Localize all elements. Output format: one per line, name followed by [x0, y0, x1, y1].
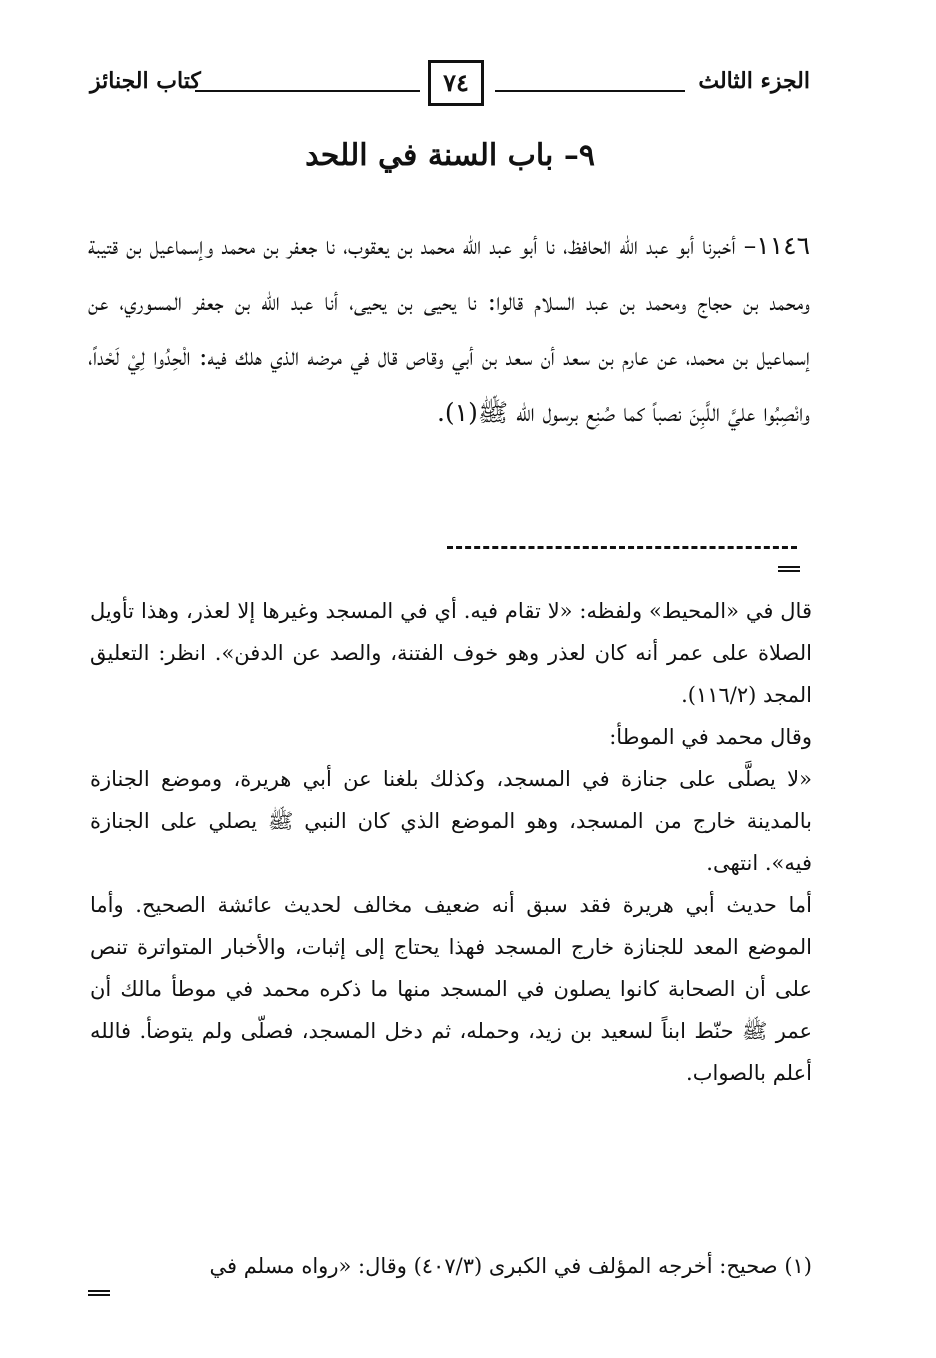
header-rule-right — [495, 90, 685, 92]
commentary-paragraph: «لا يصلَّى على جنازة في المسجد، وكذلك بلغنا عن أبي هريرة، وموضع الجنازة بالمدينة خارج من المسجد، وهو الموضع الذي كان النبي ﷺ يصلي على الجنازة فيه». انتهى. — [90, 767, 812, 875]
header-book-label: كتاب الجنائز — [90, 68, 201, 94]
header-part-label: الجزء الثالث — [698, 68, 810, 94]
commentary-paragraph: قال في «المحيط» ولفظه: «لا تقام فيه. أي في المسجد وغيرها إلا لعذر، وهذا تأويل الصلاة على عمر أنه كان لعذر وهو خوف الفتنة، والصد عن الدفن». انظر: التعليق المجد (١١٦/٢). — [90, 599, 812, 707]
footnote: (١) صحيح: أخرجه المؤلف في الكبرى (٤٠٧/٣) وقال: «رواه مسلم في — [209, 1254, 812, 1278]
chapter-title: ٩– باب السنة في اللحد — [305, 138, 595, 173]
commentary-paragraph: وقال محمد في الموطأ: — [609, 725, 812, 749]
continuation-mark-bottom — [88, 1290, 110, 1296]
header-rule-left — [195, 90, 420, 92]
continuation-mark-top — [778, 566, 800, 572]
hadith-text: ١١٤٦– أخبرنا أبو عبد الله الحافظ، نا أبو عبد الله محمد بن يعقوب، نا جعفر بن محمد وإسماعيل بن قتيبة ومحمد بن حجاج ومحمد بن عبد السلام قالوا: نا يحيى بن يحيى، أنا عبد الله بن جعفر المسوري، عن إسماعيل بن محمد، عن عارم بن سعد أن سعد بن أبي وقاص قال في مرضه الذي هلك فيه: الْحِدُوا لِيْ لَحْداً، وانْصِبُوا عليَّ اللَّبِنَ نصباً كما صُنِع برسول الله ﷺ(١). — [88, 231, 810, 427]
page-number: ٧٤ — [428, 60, 484, 106]
running-header — [90, 58, 810, 110]
footnote-separator — [447, 546, 797, 549]
commentary-paragraph: أما حديث أبي هريرة فقد سبق أنه ضعيف مخالف لحديث عائشة الصحيح. وأما الموضع المعد للجنازة خارج المسجد فهذا يحتاج إلى إثبات، والأخبار المتواترة تنص على أن الصحابة كانوا يصلون في المسجد منها ما ذكره محمد في موطأ مالك أن عمر ﷺ حنّط ابناً لسعيد بن زيد، وحمله، ثم دخل المسجد، فصلّى ولم يتوضأ. فالله أعلم بالصواب. — [90, 893, 812, 1085]
commentary-block — [90, 590, 812, 1094]
